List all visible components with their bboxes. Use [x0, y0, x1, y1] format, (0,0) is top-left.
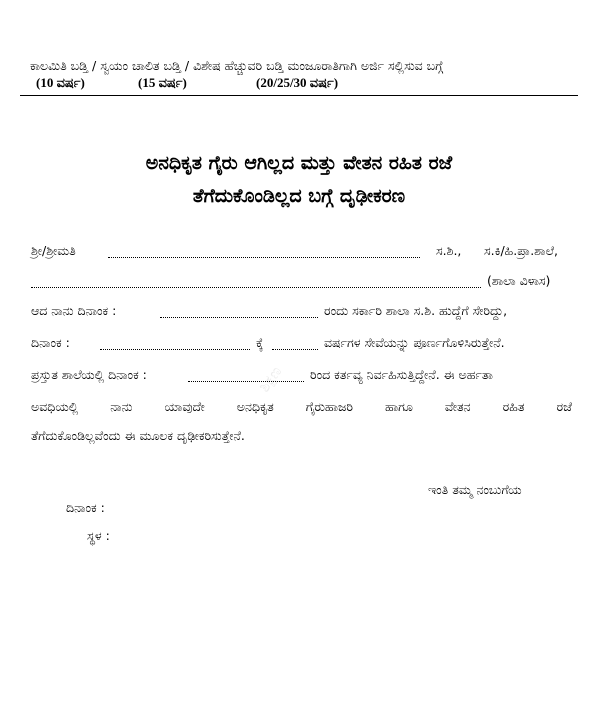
place-label: ಸ್ಥಳ :: [87, 528, 110, 543]
declaration-word: ವೇತನ: [444, 399, 471, 414]
school-address-blank[interactable]: [31, 285, 481, 288]
current-school-date-label: ಪ್ರಸ್ತುತ ಶಾಲೆಯಲ್ಲಿ ದಿನಾಂಕ :: [31, 367, 147, 382]
service-date-blank[interactable]: [100, 347, 250, 350]
header-year-10: (10 ವರ್ಷ): [36, 75, 85, 90]
declaration-word: ಅನಧಿಕೃತ: [236, 399, 274, 414]
declaration-line: [31, 399, 572, 415]
declaration-closing-line: ತೆಗೆದುಕೊಂಡಿಲ್ಲವೆಂದು ಈ ಮೂಲಕ ದೃಢೀಕರಿಸುತ್ತೇನೆ.: [31, 428, 245, 443]
joining-date-label: ಆದ ನಾನು ದಿನಾಂಕ :: [31, 303, 117, 318]
date-label: ದಿನಾಂಕ :: [66, 500, 105, 515]
name-label: ಶ್ರೀ/ಶ್ರೀಮತಿ: [31, 243, 76, 258]
service-years-blank[interactable]: [272, 347, 318, 350]
watermark: ಶಿಕ್ಷಣ: [255, 362, 286, 396]
joining-date-text: ರಂದು ಸರ್ಕಾರಿ ಶಾಲಾ ಸ.ಶಿ. ಹುದ್ದೆಗೆ ಸೇರಿದ್ದು,: [324, 303, 508, 318]
service-date-suffix: ಕ್ಕೆ: [256, 335, 264, 350]
declaration-word: ರಹಿತ: [502, 399, 525, 414]
name-blank[interactable]: [108, 255, 420, 258]
header-divider: [20, 95, 578, 96]
declaration-word: ಯಾವುದೇ: [164, 399, 205, 414]
document-title-line1: ಅನಧಿಕೃತ ಗೈರು ಆಗಿಲ್ಲದ ಮತ್ತು ವೇತನ ರಹಿತ ರಜೆ: [145, 152, 453, 174]
header-year-15: (15 ವರ್ಷ): [138, 75, 187, 90]
header-subject-line: ಕಾಲಮಿತಿ ಬಡ್ತಿ / ಸ್ವಯಂ ಚಾಲಿತ ಬಡ್ತಿ / ವಿಶೇಷ ಹೆಚ್ಚುವರಿ ಬಡ್ತಿ ಮಂಜೂರಾತಿಗಾಗಿ ಅರ್ಜಿ ಸಲ್ಲಿಸುವ ಬಗ್ಗೆ: [30, 58, 444, 73]
joining-date-blank[interactable]: [160, 315, 318, 318]
header-year-20-25-30: (20/25/30 ವರ್ಷ): [256, 75, 339, 90]
declaration-word: ಹಾಗೂ: [385, 399, 413, 414]
declaration-word: ಅವಧಿಯಲ್ಲಿ: [31, 399, 79, 414]
service-completion-text: ವರ್ಷಗಳ ಸೇವೆಯನ್ನು ಪೂರ್ಣಗೊಳಿಸಿರುತ್ತೇನೆ.: [324, 335, 505, 350]
designation-label: ಸ.ಶಿ.,: [436, 243, 462, 258]
declaration-word: ಗೈರುಹಾಜರಿ: [305, 399, 353, 414]
school-address-label: (ಶಾಲಾ ವಿಳಾಸ): [487, 273, 551, 288]
service-date-label: ದಿನಾಂಕ :: [31, 335, 70, 350]
closing-salutation: ಇಂತಿ ತಮ್ಮ ನಂಬುಗೆಯ: [428, 482, 522, 497]
document-title-line2: ತೆಗೆದುಕೊಂಡಿಲ್ಲದ ಬಗ್ಗೆ ದೃಢೀಕರಣ: [192, 185, 406, 207]
current-school-date-blank[interactable]: [188, 379, 304, 382]
school-type-label: ಸ.ಕಿ/ಹಿ.ಪ್ರಾ.ಶಾಲೆ,: [484, 243, 559, 258]
declaration-word: ನಾನು: [110, 399, 133, 414]
current-school-duty-text: ರಿಂದ ಕರ್ತವ್ಯ ನಿರ್ವಹಿಸುತ್ತಿದ್ದೇನೆ. ಈ ಅರ್ಹತಾ: [310, 367, 493, 382]
declaration-word: ರಜೆ: [556, 399, 572, 414]
